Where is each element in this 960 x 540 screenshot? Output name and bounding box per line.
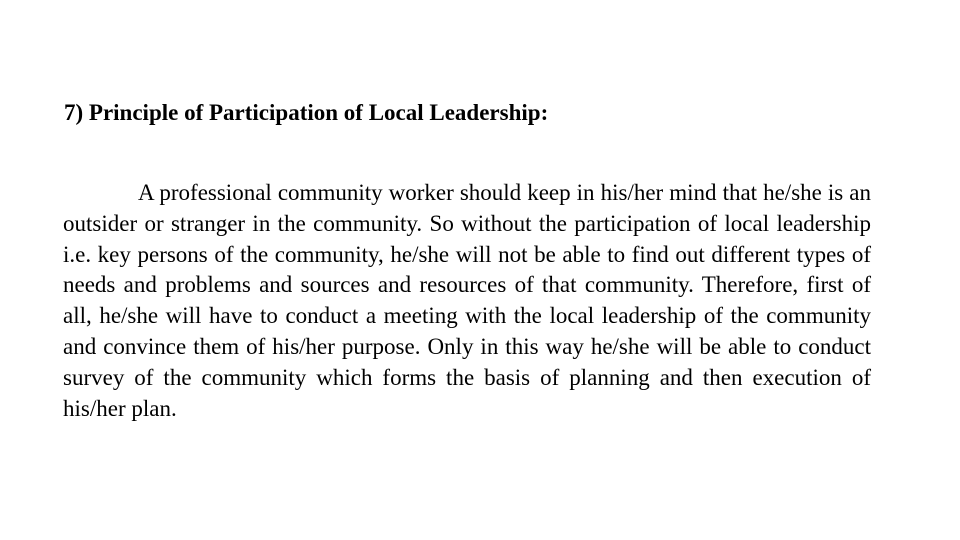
section-heading: 7) Principle of Participation of Local Leadership: xyxy=(64,100,549,125)
body-paragraph: A professional community worker should keep in his/her mind that he/she is an outsider or stranger in the community. So without the participation of local leadership i.e. key persons of the community, he/she will not be able to find out different types of needs and problems and sources and resources of that community. Therefore, first of all, he/she will have to conduct a meeting with the local leadership of the community and convince them of his/her purpose. Only in this way he/she will be able to conduct survey of the community which forms the basis of planning and then execution of his/her plan. xyxy=(63,180,871,421)
